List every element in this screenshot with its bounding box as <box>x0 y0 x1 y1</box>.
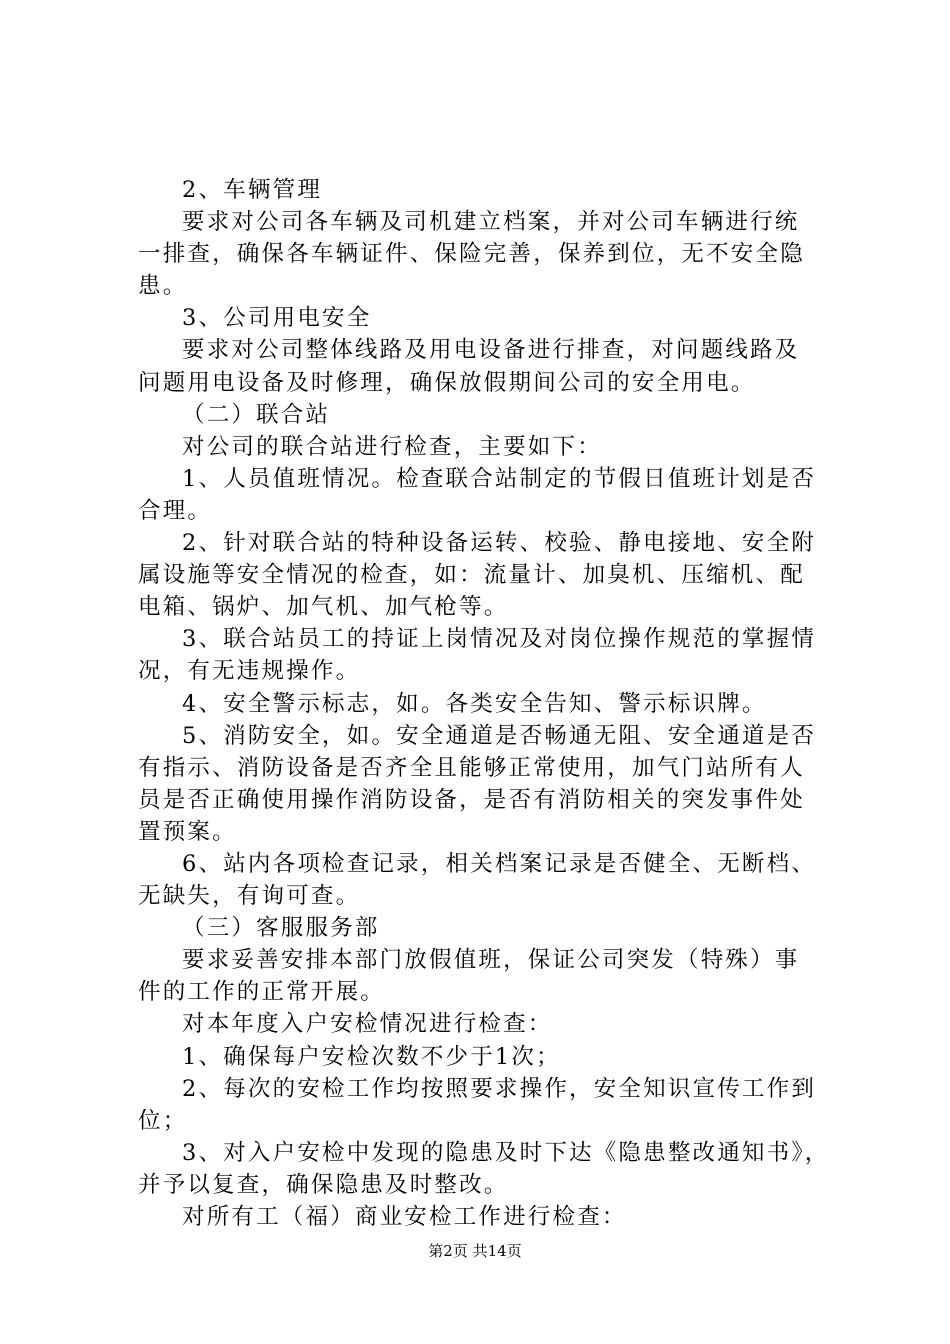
text-line: 患。 <box>138 273 188 300</box>
text-line: 置预案。 <box>138 818 237 845</box>
text-line: 2、针对联合站的特种设备运转、校验、静电接地、安全附 <box>182 530 817 557</box>
text-line: 3、公司用电安全 <box>182 305 372 332</box>
document-body <box>138 174 838 1233</box>
text-line: 1、确保每户安检次数不少于1次； <box>182 1043 561 1070</box>
text-line: 2、车辆管理 <box>182 177 323 203</box>
text-line: 5、消防安全，如。安全通道是否畅通无阻、安全通道是否 <box>182 722 817 749</box>
text-line: 属设施等安全情况的检查，如：流量计、加臭机、压缩机、配 <box>138 562 805 589</box>
text-line: 对公司的联合站进行检查，主要如下： <box>182 433 602 460</box>
text-line: 1、人员值班情况。检查联合站制定的节假日值班计划是否 <box>182 465 817 492</box>
text-line: 问题用电设备及时修理，确保放假期间公司的安全用电。 <box>138 369 756 396</box>
text-line: 4、安全警示标志，如。各类安全告知、警示标识牌。 <box>182 690 767 717</box>
text-line: 3、对入户安检中发现的隐患及时下达《隐患整改通知书》， <box>182 1139 830 1166</box>
text-line: 对本年度入户安检情况进行检查： <box>182 1011 553 1038</box>
text-line: 并予以复查，确保隐患及时整改。 <box>138 1171 509 1198</box>
text-line: 要求对公司各车辆及司机建立档案，并对公司车辆进行统 <box>182 209 800 236</box>
text-line: 件的工作的正常开展。 <box>138 979 386 1006</box>
text-line: 无缺失，有询可查。 <box>138 883 361 910</box>
text-line: 对所有工（福）商业安检工作进行检查： <box>182 1204 627 1230</box>
text-line: 要求对公司整体线路及用电设备进行排查，对问题线路及 <box>182 337 800 364</box>
text-line: 6、站内各项检查记录，相关档案记录是否健全、无断档、 <box>182 850 817 877</box>
text-line: 有指示、消防设备是否齐全且能够正常使用，加气门站所有人 <box>138 754 805 781</box>
page-footer: 第2页 共14页 <box>428 1242 522 1260</box>
text-line: 3、联合站员工的持证上岗情况及对岗位操作规范的掌握情 <box>182 626 817 653</box>
text-line: 2、每次的安检工作均按照要求操作，安全知识宣传工作到 <box>182 1075 817 1102</box>
text-line: 要求妥善安排本部门放假值班，保证公司突发（特殊）事 <box>182 947 800 974</box>
text-line: 员是否正确使用操作消防设备，是否有消防相关的突发事件处 <box>138 786 805 813</box>
text-line: （二）联合站 <box>182 401 331 428</box>
text-line: 位； <box>138 1107 188 1134</box>
text-line: （三）客服服务部 <box>182 915 380 942</box>
text-line: 一排查，确保各车辆证件、保险完善，保养到位，无不安全隐 <box>138 241 805 268</box>
text-line: 合理。 <box>138 497 213 524</box>
text-line: 况，有无违规操作。 <box>138 658 361 685</box>
text-line: 电箱、锅炉、加气机、加气枪等。 <box>138 594 509 621</box>
